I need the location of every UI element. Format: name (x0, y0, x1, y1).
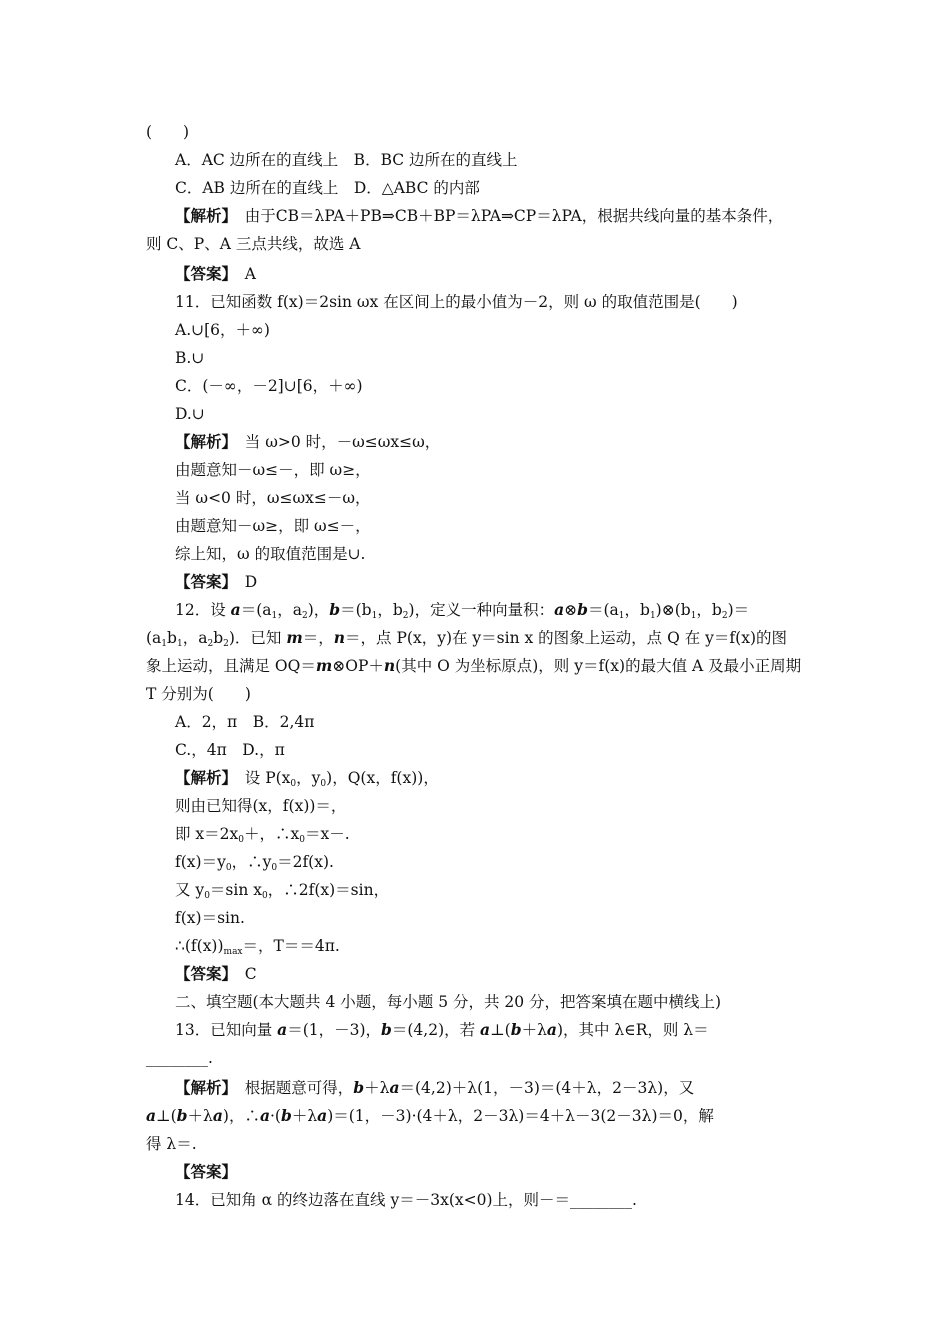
analysis-line: 【解析】 由于CB＝λPA＋PB⇒CB＋BP＝λPA⇒CP＝λPA，根据共线向量的基本条件， (175, 206, 784, 225)
option-line: A.∪[6，＋∞) (175, 321, 270, 339)
text-line: f(x)＝sin. (175, 909, 245, 927)
option-line: A．AC 边所在的直线上 B．BC 边所在的直线上 (175, 151, 518, 169)
text-line: 即 $x=2x_0+$，$\therefore x_0=x-$. (175, 825, 350, 845)
text-line: 综上知，ω 的取值范围是∪. (175, 545, 366, 563)
text-line: 由题意知－ω≤－，即 ω≥， (175, 461, 371, 479)
question-11: 11．已知函数 f(x)＝2sin ωx 在区间上的最小值为－2，则 ω 的取值范围是( ) (175, 293, 738, 311)
analysis-tag: 【解析】 (175, 432, 230, 451)
option-line: D.∪ (175, 405, 205, 423)
text-line: T 分别为( ) (146, 685, 251, 703)
analysis-line: 【解析】 当 ω>0 时，－ω≤ωx≤ω， (175, 432, 441, 451)
section-heading: 二、填空题(本大题共 4 小题，每小题 5 分，共 20 分，把答案填在题中横线上) (175, 993, 722, 1011)
answer-line: 【答案】 C (175, 964, 257, 983)
question-14: 14．已知角 α 的终边落在直线 y＝－3x(x<0)上，则－＝________. (175, 1191, 637, 1209)
option-line: B.∪ (175, 349, 205, 367)
analysis-tag: 【解析】 (175, 768, 230, 787)
analysis-tag: 【解析】 (175, 1078, 230, 1097)
blank-line: ________. (146, 1049, 213, 1067)
option-line: C．AB 边所在的直线上 D．△ABC 的内部 (175, 179, 480, 197)
question-13: 13．已知向量 a＝(1，－3)，b＝(4,2)，若 a⊥(b＋λa)，其中 λ∈R，则 λ＝ (175, 1020, 709, 1039)
answer-tag: 【答案】 (175, 264, 230, 283)
analysis-tag: 【解析】 (175, 206, 230, 225)
answer-line: 【答案】 D (175, 572, 258, 591)
text-line: 得 λ＝. (146, 1135, 197, 1153)
vector-a: a (230, 600, 241, 619)
text-line: $\therefore(f(x))_{max}=$，T＝＝4π. (175, 937, 340, 957)
vector-b: b (329, 600, 341, 619)
text-line: 则由已知得(x，f(x))＝， (175, 797, 347, 815)
text-line: 由题意知－ω≥，即 ω≤－， (175, 517, 371, 535)
analysis-line: 【解析】 设 $P(x_0$，$y_0$)，Q(x，f(x))， (175, 768, 439, 789)
text-line: 象上运动，且满足 OQ＝m⊗OP＋n(其中 O 为坐标原点)，则 y＝f(x)的最大值 A 及最小正周期 (146, 656, 802, 675)
text-line: 则 C、P、A 三点共线，故选 A (146, 235, 361, 253)
paren-line: ( ) (146, 123, 190, 141)
answer-tag: 【答案】 (175, 1162, 238, 1181)
text-line: $f(x)=y_0$，$\therefore y_0=2f(x)$. (175, 853, 334, 873)
answer-line (175, 1162, 237, 1182)
text-line: 当 ω<0 时，ω≤ωx≤－ω， (175, 489, 371, 507)
option-line: C.，4π D.，π (175, 741, 285, 759)
analysis-line: 【解析】 根据题意可得，b＋λa＝(4,2)＋λ(1，－3)＝(4＋λ，2－3λ)，又 (175, 1078, 695, 1097)
answer-tag: 【答案】 (175, 572, 230, 591)
text-line: a⊥(b＋λa)，∴a·(b＋λa)＝(1，－3)·(4＋λ，2－3λ)＝4＋λ－3(2－3λ)＝0，解 (146, 1106, 714, 1125)
text-line: ($a_1b_1$，$a_2b_2$)．已知 m＝，n＝，点 P(x，y)在 y＝sin x 的图象上运动，点 Q 在 y＝f(x)的图 (146, 628, 787, 649)
answer-line: 【答案】 A (175, 264, 256, 283)
text-line: 又 $y_0=\sin$ $x_0$，∴2f(x)＝sin， (175, 881, 390, 901)
option-line: A．2，π B．2,4π (175, 713, 315, 731)
question-12: 12．设 $a=(a_1$，$a_2$)，$b=(b_1$，$b_2$)，定义一种向量积：$a\otimes b=(a_1$，$b_1)\otimes(b_1$，$b_2)=$ (175, 600, 750, 621)
answer-tag: 【答案】 (175, 964, 230, 983)
option-line: C．(－∞，－2]∪[6，＋∞) (175, 377, 363, 395)
